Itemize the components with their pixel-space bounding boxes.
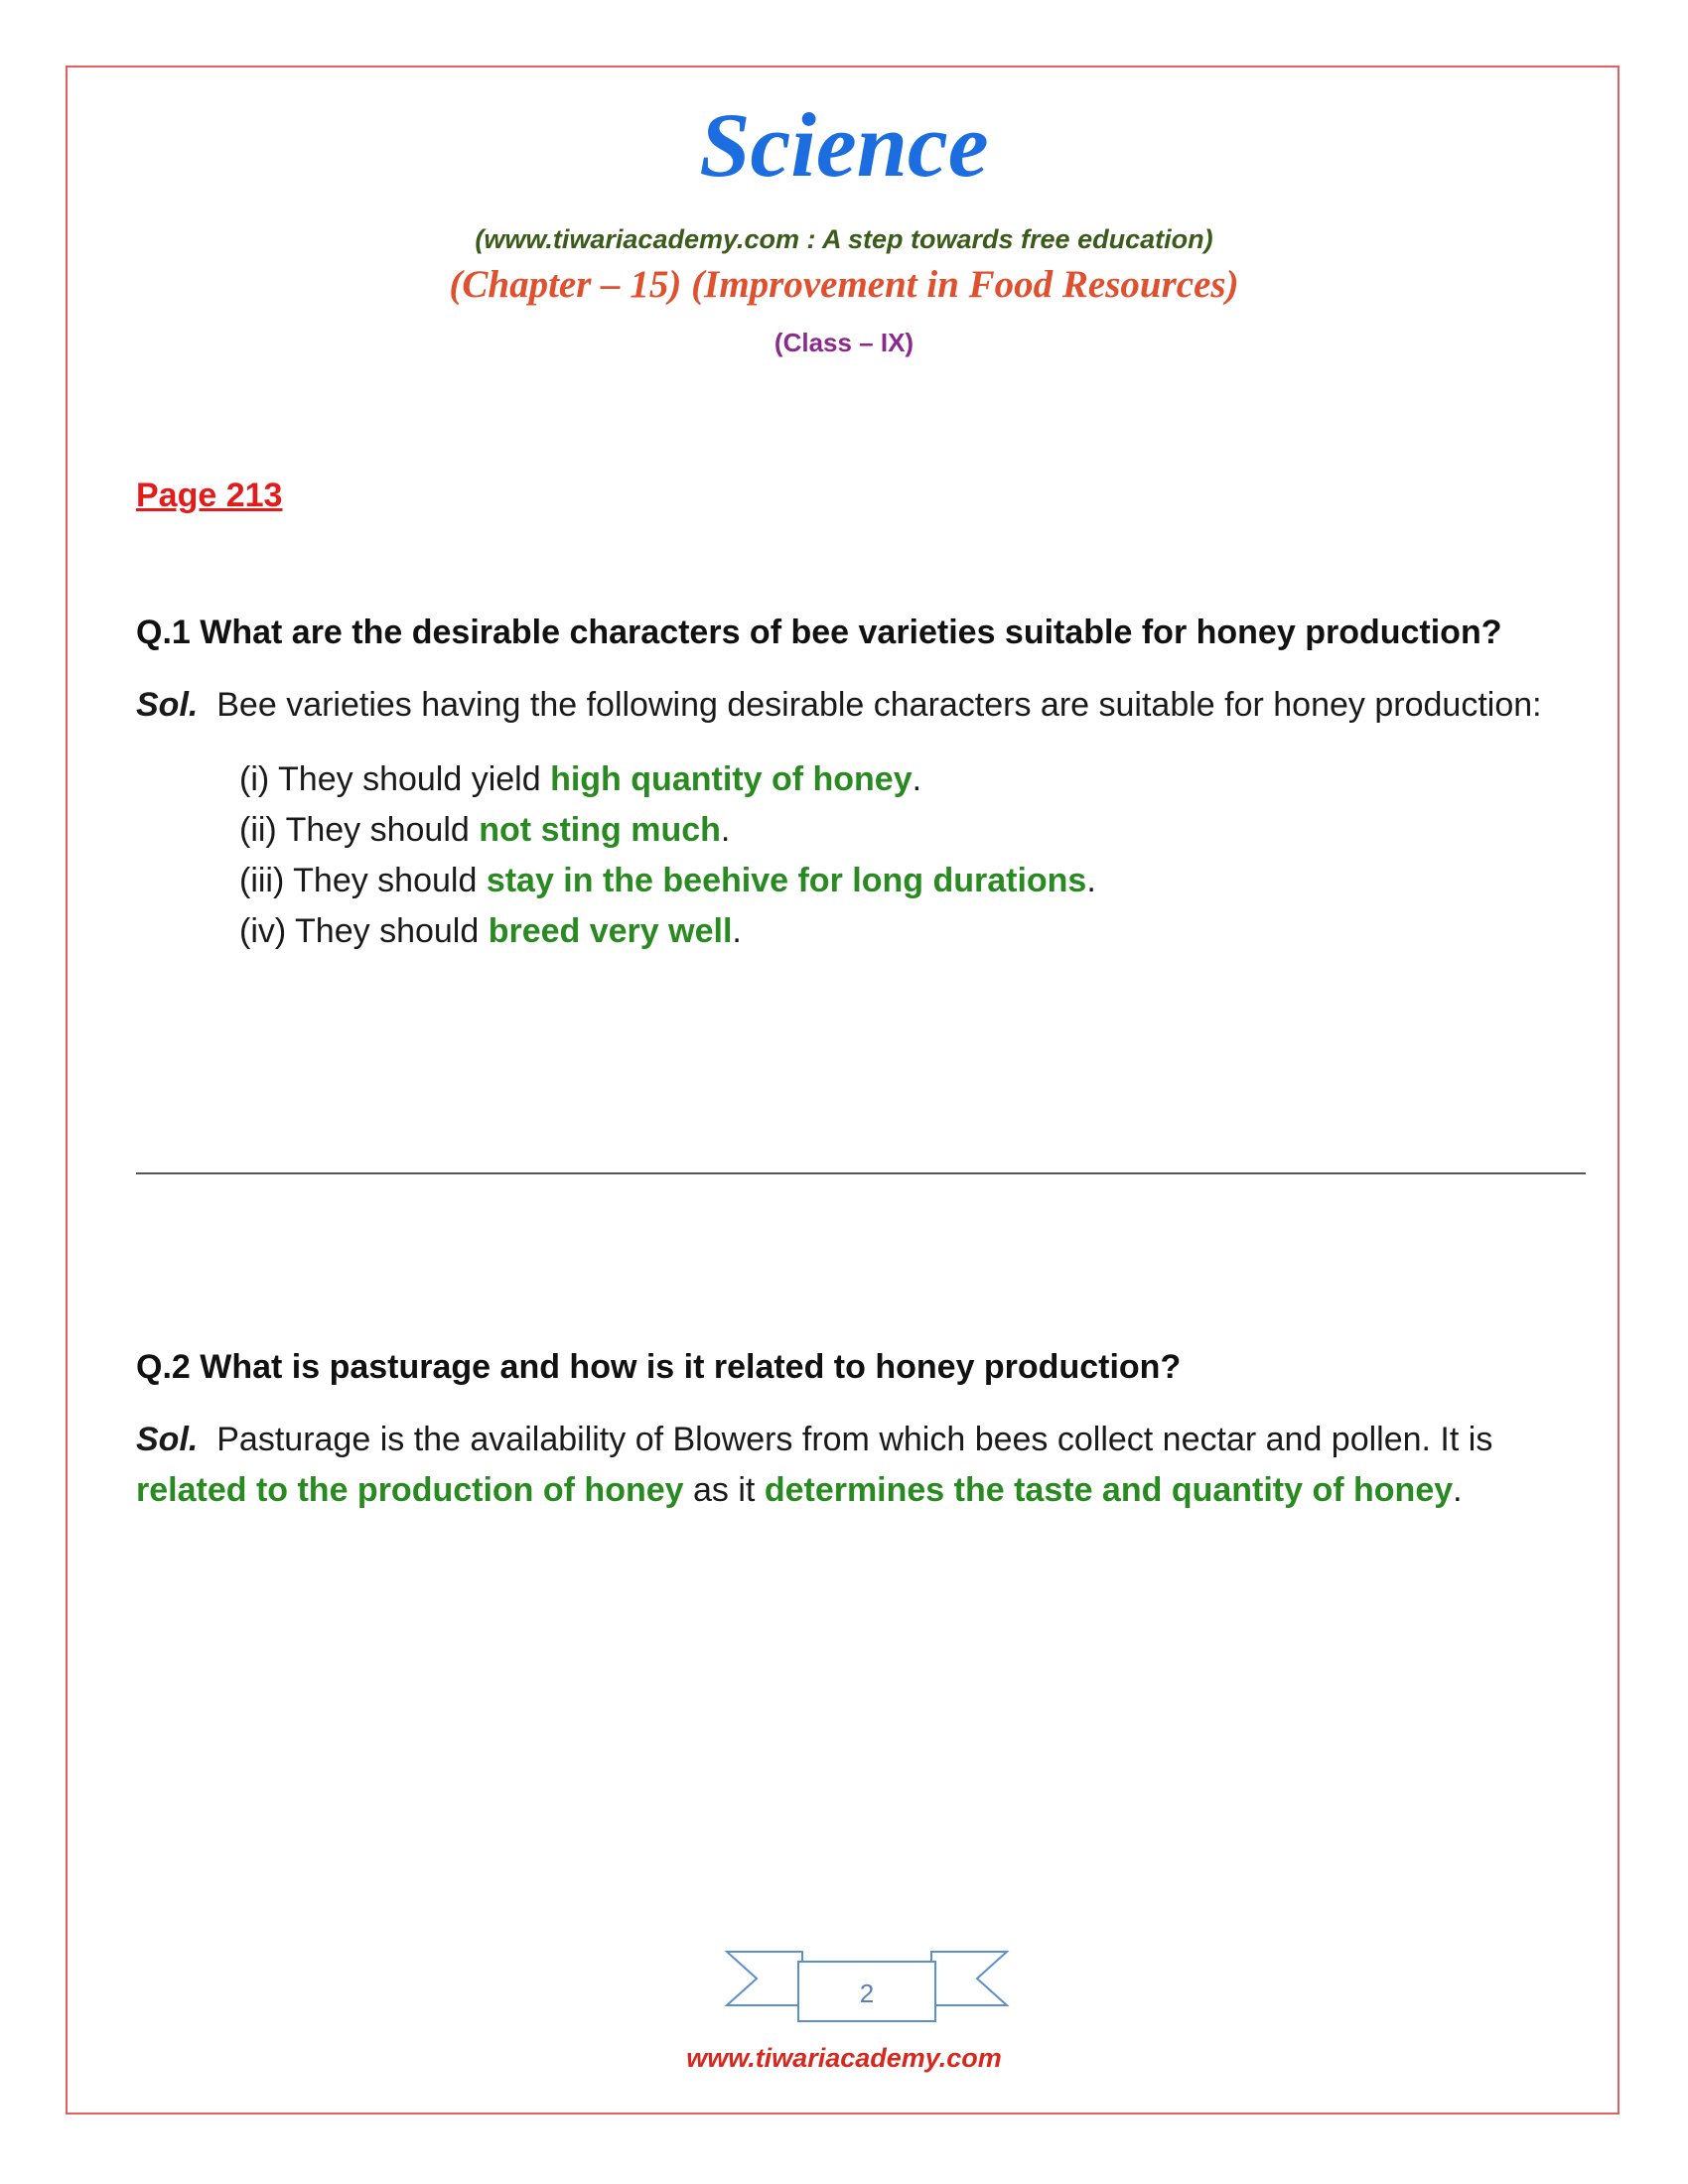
section-divider <box>136 1172 1586 1174</box>
footer-url: www.tiwariacademy.com <box>686 2043 1002 2073</box>
site-tagline: (www.tiwariacademy.com : A step towards free education) <box>475 224 1213 254</box>
solution-1 <box>136 680 1586 731</box>
page-label: Page 213 <box>136 477 283 514</box>
sol-label: Sol. <box>136 1421 199 1458</box>
class-label: (Class – IX) <box>774 328 914 357</box>
question-1: Q.1 What are the desirable characters of bee varieties suitable for honey production? <box>136 614 1502 651</box>
list-item: (i) They should yield high quantity of honey. <box>239 760 922 798</box>
list-item: (iv) They should breed very well. <box>239 912 742 950</box>
solution-2: Sol. Pasturage is the availability of Blowers from which bees collect nectar and pollen. It is related to the production of honey as it determines the taste and quantity of honey. <box>136 1421 1493 1509</box>
list-item: (iii) They should stay in the beehive for long durations. <box>239 862 1096 899</box>
sol-label: Sol. <box>136 686 199 724</box>
page-border <box>66 66 1619 2115</box>
characters-list <box>239 754 1096 957</box>
document-title: Science <box>699 94 989 196</box>
question-2: Q.2 What is pasturage and how is it related to honey production? <box>136 1348 1182 1386</box>
list-item: (ii) They should not sting much. <box>239 811 731 849</box>
page-number: 2 <box>859 1979 875 2008</box>
page-number-ribbon <box>723 1948 1011 2037</box>
sol-1-text: Bee varieties having the following desirable characters are suitable for honey production: <box>216 686 1542 724</box>
chapter-heading: (Chapter – 15) (Improvement in Food Resources) <box>449 263 1239 306</box>
